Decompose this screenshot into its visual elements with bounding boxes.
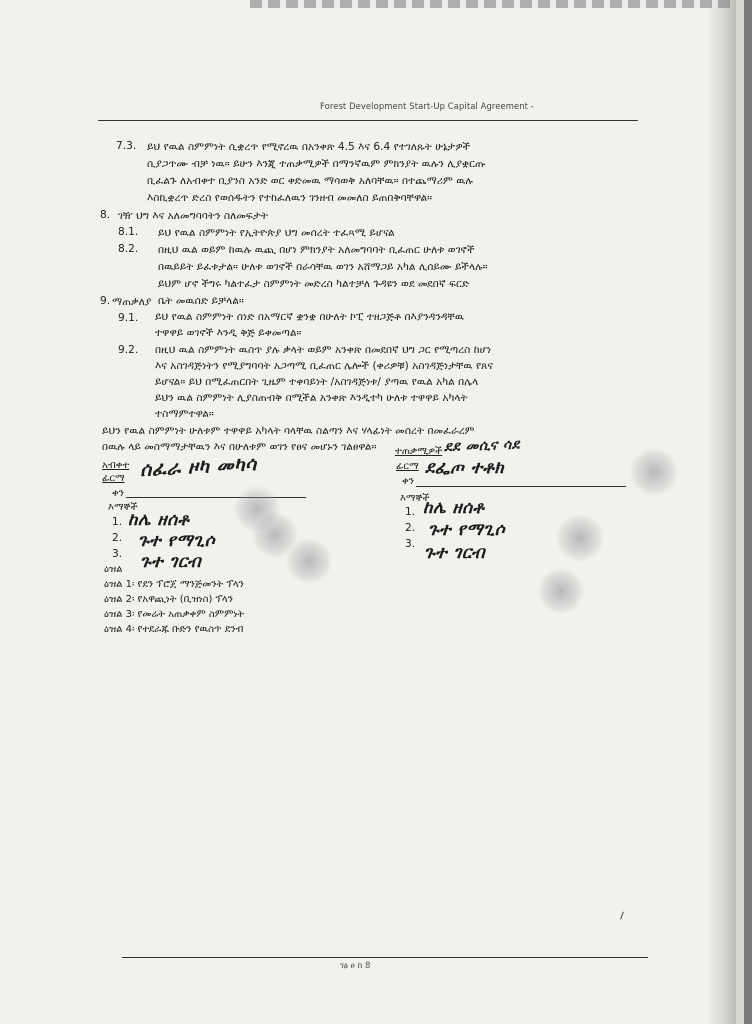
- witness-number: 2.: [112, 532, 123, 544]
- paragraph-line: ቢፈልጉ ለአብቀተ ቢያንስ አንድ ወር ቀድመዉ ማሳወቅ አለባቸዉ። በተጨማሪም ዉሉ: [147, 175, 474, 187]
- header-title: Forest Development Start-Up Capital Agreement -: [320, 101, 534, 111]
- paragraph-line: ይሆናል። ይህ በሚፈጠርበት ጊዜም ተቀባይነት /አስገዳጅነቱ/ ያጣዉ የዉል አካል በሌላ: [155, 376, 479, 388]
- stamp-smudge: [538, 568, 584, 614]
- party-right-title: ተጠቃሚዎች: [395, 446, 443, 457]
- party-right-date-label: ቀን: [402, 476, 414, 487]
- section-number: 9.2.: [118, 344, 139, 356]
- section-number: 8.2.: [118, 243, 139, 255]
- section-number: 8.: [100, 209, 111, 221]
- section-number: 7.3.: [116, 140, 137, 152]
- paragraph-line: ይህ የዉል ስምምነት ሲቋረጥ የሚኖረዉ በአንቀጽ 4.5 እና 6.4 የተገለጹት ሁኔታዎች: [147, 141, 471, 153]
- paragraph-line: በዚህ ዉል ወይም ከዉሉ ዉጪ በሆነ ምክንያት አለመግባባት ቢፈጠር ሁለቱ ወገኖች: [158, 244, 475, 256]
- paragraph-line: በዚህ ዉል ስምምነት ዉስጥ ያሉ ቃላት ወይም አንቀጽ በመደበኛ ህግ ጋር የሚጣረስ ከሆነ: [155, 344, 492, 356]
- date-line: [126, 497, 306, 498]
- page-edge: [710, 0, 736, 1024]
- date-line: [416, 486, 626, 487]
- party-left-signature-label: ፊርማ: [102, 473, 125, 484]
- witness-number: 3.: [405, 538, 416, 550]
- witness-number: 1.: [112, 516, 123, 528]
- header-rule: [98, 120, 638, 121]
- party-right-witness-title: እማኞች: [400, 493, 430, 504]
- paragraph-line: ይህን ዉል ስምምነት ሊያስጠብቅ በሚችል አንቀጽ እንዲተካ ሁለቱ ተዋዋይ አካላት: [155, 392, 468, 404]
- witness-number: 1.: [405, 506, 416, 518]
- paragraph-line: ይህም ሆኖ ችግሩ ካልተፈታ ስምምነት መድረስ ካልተቻለ ጉዳዩን ወደ መደበኛ ፍርድ: [158, 278, 470, 290]
- party-left-date-label: ቀን: [112, 488, 124, 499]
- annex-item: ዕዝል 4፡ የተደራጁ ቡድን የዉስጥ ደንብ: [104, 624, 244, 635]
- paragraph-line: ይህ የዉል ስምምነት የኢትዮጵያ ህግ መሰረት ተፈጻሚ ይሆናል: [158, 227, 395, 239]
- witness-signature: ጉተ የማጊሶ: [138, 531, 216, 551]
- section-number: 9.: [100, 295, 111, 307]
- top-scan-artifact: [250, 0, 730, 8]
- closing-line: በዉሉ ላይ መስማማታቸዉን እና በሁለቱም ወገን የፀና መሆኑን ገልፀዋል።: [102, 441, 377, 453]
- paragraph-line: እና አስገዳጅነትን የሚያግባባት አጋጣሚ ቢፈጠር ሌሎች (ቀሪዎቹ) አስገዳጅነታቸዉ የጸና: [155, 360, 493, 372]
- section-number: 9.1.: [118, 312, 139, 324]
- witness-number: 2.: [405, 522, 416, 534]
- section-number: 8.1.: [118, 226, 139, 238]
- party-left-signature: ሰፈራ ዞካ መካሳ: [139, 452, 258, 482]
- witness-number: 3.: [112, 548, 123, 560]
- paragraph-line: ተዋዋይ ወገኖች እንዲ ቅጅ ይቀመጣል።: [155, 327, 302, 339]
- paragraph-line: በዉይይት ይፈቱታል። ሁለቱ ወገኖች በራሳቸዉ ወገን አሸማጋይ አካል ሊሰይሙ ይችላሉ።: [158, 261, 488, 273]
- party-right-signature: ደፌጦ ተቶክ: [425, 458, 505, 478]
- stamp-smudge: [630, 448, 678, 496]
- witness-signature: ጉተ የማጊሶ: [428, 520, 506, 540]
- party-left-witness-title: እማኞች: [108, 502, 138, 513]
- page-number: ገፅ ፀ ከ 8: [340, 961, 371, 971]
- stamp-smudge: [286, 538, 332, 584]
- paragraph-line: ተስማምተዋል።: [155, 408, 214, 420]
- section-heading: ማጠቃለያ: [112, 296, 152, 308]
- witness-signature: ከሌ ዘሰቶ: [423, 498, 485, 518]
- paragraph-line: ይህ የዉል ስምምነት ሰነድ በአማርኛ ቋንቋ በሁለት ኮፒ ተዘጋጅቶ በእያንዳንዳቸዉ: [155, 311, 465, 323]
- paragraph-line: እስኪቋረጥ ድረስ የወሰዱትን የተከፈለዉን ገንዘብ መመለስ ይጠበቅባቸዋል።: [147, 192, 433, 204]
- annex-item: ዕዝል 3፡ የመሬት አጠቃቀም ስምምነት: [104, 609, 245, 620]
- paragraph-line: ሲያጋጥሙ ብቻ ነዉ። ይሁን እንጂ ተጠቃሚዎች በማንኛዉም ምክንያት ዉሉን ሊያቋርጡ: [147, 158, 486, 170]
- footer-rule: [122, 957, 648, 958]
- party-right-signature-label: ፊርማ: [396, 461, 419, 472]
- section-heading: ገዥ ህግ እና አለመግባባትን ስለመፍታት: [118, 210, 269, 222]
- annex-item: ዕዝል 1፡ የደን ፕሮጀ ማንጅመንት ፕላን: [104, 579, 244, 590]
- stamp-smudge: [556, 514, 604, 562]
- margin-mark: [620, 912, 624, 920]
- witness-signature: ከሌ ዘሰቶ: [128, 510, 190, 530]
- annex-item: ዕዝል 2፡ የአዋጪነት (ቢዝነስ) ፕላን: [104, 594, 233, 605]
- annex-title: ዕዝል: [104, 564, 123, 575]
- party-left-title: አብቀተ: [102, 460, 130, 471]
- party-right-signature-top: ደደ መሲና ሳደ: [443, 436, 521, 456]
- witness-signature: ጉተ ገርብ: [140, 552, 202, 572]
- paragraph-line: ቤት መዉሰድ ይቻላል።: [158, 295, 244, 307]
- closing-line: ይህን የዉል ስምምነት ሁለቱም ተዋዋይ አካላት ባላቸዉ ስልጣን እና ሃላፊነት መሰረት በመፈራረም: [102, 425, 475, 437]
- witness-signature: ጉተ ገርብ: [424, 543, 486, 563]
